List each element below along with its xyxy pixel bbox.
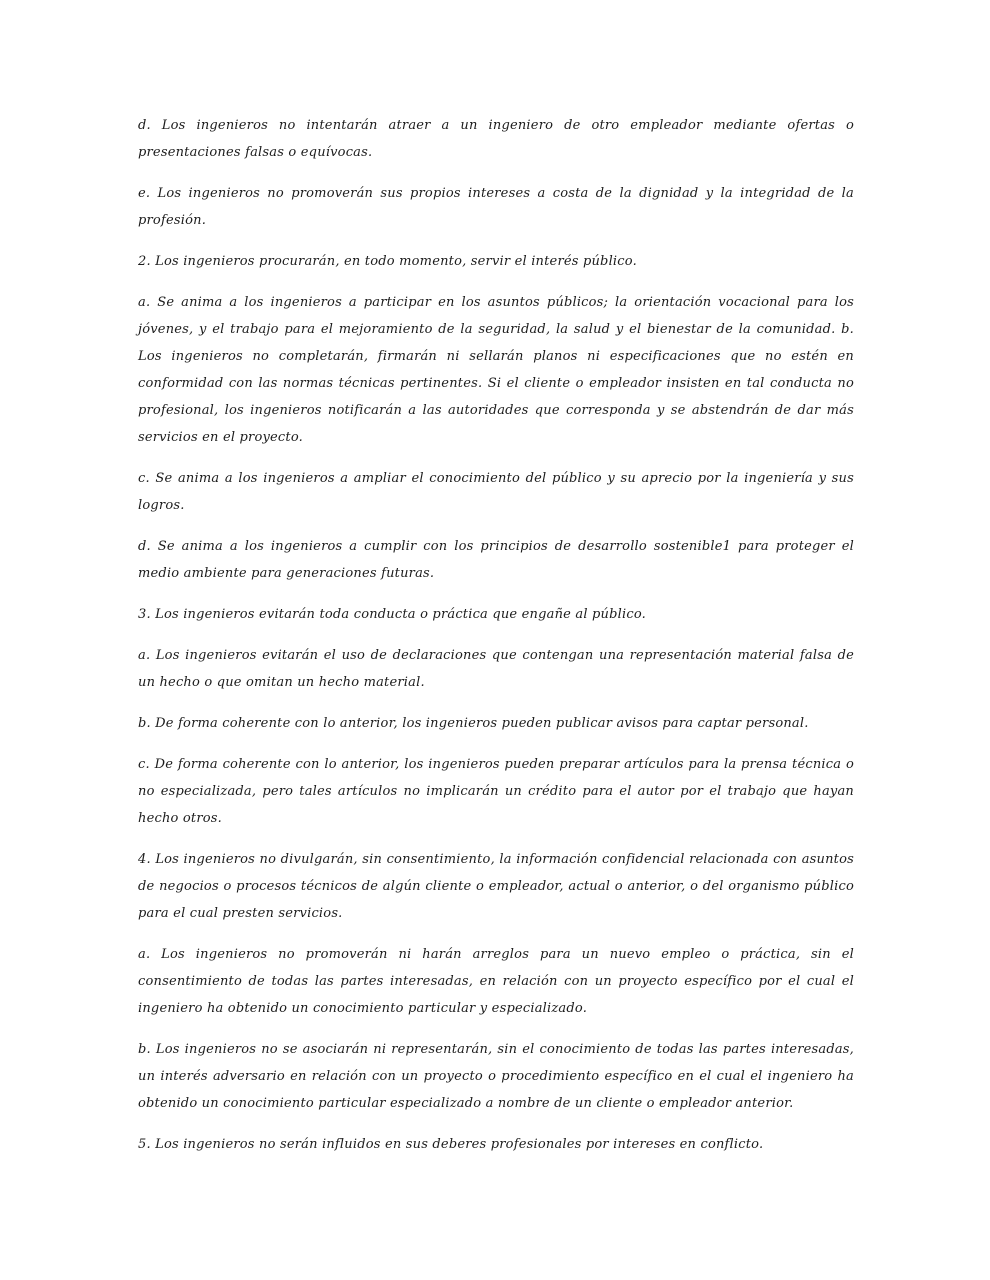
paragraph: a. Los ingenieros evitarán el uso de declaraciones que contengan una representación material falsa de un hecho o que omitan un hecho material. <box>138 648 854 690</box>
paragraph: d. Se anima a los ingenieros a cumplir con los principios de desarrollo sostenible1 para proteger el medio ambiente para generaciones futuras. <box>138 539 854 581</box>
paragraph: 5. Los ingenieros no serán influidos en sus deberes profesionales por intereses en conflicto. <box>138 1137 764 1152</box>
paragraph: a. Se anima a los ingenieros a participar en los asuntos públicos; la orientación vocacional para los jóvenes, y el trabajo para el mejoramiento de la seguridad, la salud y el bienestar de la comunidad. b. Los ingenieros no completarán, firmarán ni sellarán planos ni especificaciones que no estén en conformidad con las normas técnicas pertinentes. Si el cliente o empleador insisten en tal conducta no profesional, los ingenieros notificarán a las autoridades que corresponda y se abstendrán de dar más servicios en el proyecto. <box>138 295 854 445</box>
paragraph: d. Los ingenieros no intentarán atraer a un ingeniero de otro empleador mediante ofertas o presentaciones falsas o equívocas. <box>138 118 854 160</box>
paragraph: b. De forma coherente con lo anterior, los ingenieros pueden publicar avisos para captar personal. <box>138 716 809 731</box>
paragraph: 2. Los ingenieros procurarán, en todo momento, servir el interés público. <box>138 254 637 269</box>
paragraph: b. Los ingenieros no se asociarán ni representarán, sin el conocimiento de todas las partes interesadas, un interés adversario en relación con un proyecto o procedimiento específico en el cual el ingeniero ha obtenido un conocimiento particular especializado a nombre de un cliente o empleador anterior. <box>138 1042 854 1111</box>
paragraph: 3. Los ingenieros evitarán toda conducta o práctica que engañe al público. <box>138 607 646 622</box>
paragraph: a. Los ingenieros no promoverán ni harán arreglos para un nuevo empleo o práctica, sin el consentimiento de todas las partes interesadas, en relación con un proyecto específico por el cual el ingeniero ha obtenido un conocimiento particular y especializado. <box>138 947 854 1016</box>
paragraph: c. De forma coherente con lo anterior, los ingenieros pueden preparar artículos para la prensa técnica o no especializada, pero tales artículos no implicarán un crédito para el autor por el trabajo que hayan hecho otros. <box>138 757 854 826</box>
paragraph: e. Los ingenieros no promoverán sus propios intereses a costa de la dignidad y la integridad de la profesión. <box>138 186 854 228</box>
paragraph: 4. Los ingenieros no divulgarán, sin consentimiento, la información confidencial relacionada con asuntos de negocios o procesos técnicos de algún cliente o empleador, actual o anterior, o del organismo público para el cual presten servicios. <box>138 852 854 921</box>
document-text-content <box>138 112 854 1158</box>
paragraph: c. Se anima a los ingenieros a ampliar el conocimiento del público y su aprecio por la ingeniería y sus logros. <box>138 471 854 513</box>
